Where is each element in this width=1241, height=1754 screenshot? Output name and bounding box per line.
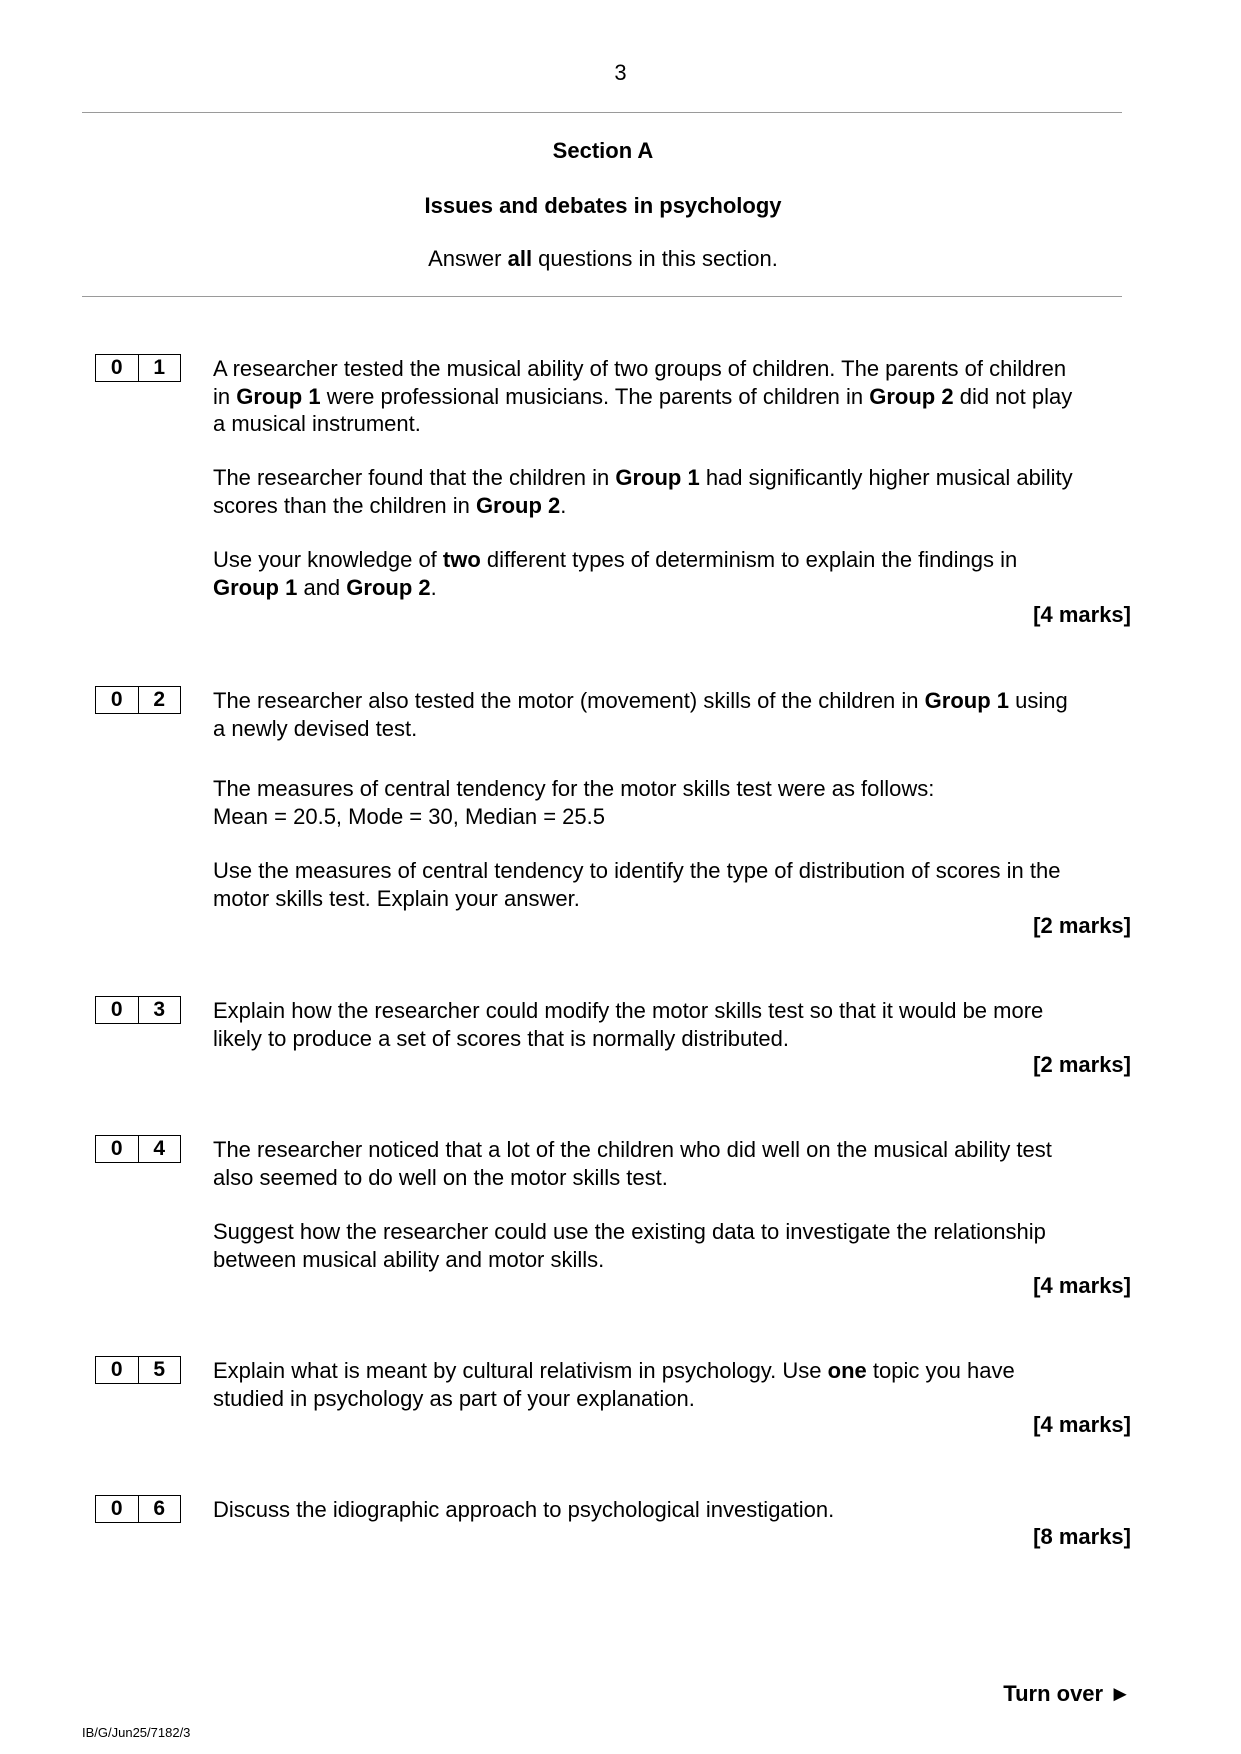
q05-paragraph-1 bbox=[213, 1357, 1133, 1412]
instruction-emphasis: all bbox=[507, 246, 533, 271]
q01-paragraph-1 bbox=[213, 355, 1133, 438]
question-digit: 0 bbox=[96, 1496, 139, 1522]
group-label: Group 2 bbox=[346, 574, 431, 600]
q04-paragraph-2 bbox=[213, 1218, 1133, 1273]
text: Use the measures of central tendency to identify the type of distribution of scores in the bbox=[213, 858, 1061, 883]
q05-marks: [4 marks] bbox=[1033, 1412, 1131, 1437]
central-tendency-values: Mean = 20.5, Mode = 30, Median = 25.5 bbox=[213, 803, 605, 829]
header-bottom-rule bbox=[82, 296, 1122, 297]
emphasis: one bbox=[827, 1358, 867, 1383]
group-label: Group 1 bbox=[924, 688, 1009, 713]
text: in bbox=[213, 383, 237, 409]
question-number-06 bbox=[95, 1495, 181, 1523]
question-digit: 0 bbox=[96, 1357, 139, 1383]
group-label: Group 1 bbox=[236, 383, 321, 409]
text: The researcher also tested the motor (movement) skills of the children in bbox=[213, 688, 925, 713]
group-label: Group 2 bbox=[869, 383, 954, 409]
text: Use your knowledge of bbox=[213, 547, 443, 572]
q01-paragraph-2 bbox=[213, 464, 1133, 519]
group-label: Group 2 bbox=[475, 492, 561, 518]
emphasis: two bbox=[442, 547, 481, 572]
q04-paragraph-1 bbox=[213, 1136, 1133, 1191]
group-label: Group 1 bbox=[615, 465, 700, 490]
page-number: 3 bbox=[614, 60, 627, 85]
question-number-03 bbox=[95, 996, 181, 1024]
question-digit: 6 bbox=[153, 1497, 166, 1520]
question-number-05 bbox=[95, 1356, 181, 1384]
q02-paragraph-3 bbox=[213, 857, 1133, 912]
text: had significantly higher musical ability bbox=[699, 465, 1073, 490]
text: a newly devised test. bbox=[213, 715, 418, 741]
question-number-01 bbox=[95, 354, 181, 382]
text: Explain what is meant by cultural relativism in psychology. Use bbox=[213, 1358, 828, 1383]
paper-code: IB/G/Jun25/7182/3 bbox=[82, 1725, 191, 1740]
text: a musical instrument. bbox=[213, 411, 421, 436]
text: Explain how the researcher could modify the motor skills test so that it would be more bbox=[213, 998, 1044, 1023]
text: A researcher tested the musical ability of two groups of children. The parents of children bbox=[213, 356, 1067, 381]
text: topic you have bbox=[866, 1358, 1015, 1383]
text: The researcher noticed that a lot of the children who did well on the musical ability test bbox=[213, 1137, 1052, 1162]
group-label: Group 1 bbox=[213, 574, 298, 600]
header-top-rule bbox=[82, 112, 1122, 113]
q01-paragraph-3 bbox=[213, 546, 1133, 601]
text: . bbox=[560, 492, 567, 518]
q03-marks: [2 marks] bbox=[1033, 1052, 1131, 1077]
text: were professional musicians. The parents of children in bbox=[320, 383, 870, 409]
question-digit: 3 bbox=[153, 998, 166, 1021]
instruction-text: Answer bbox=[428, 246, 508, 271]
text: The measures of central tendency for the motor skills test were as follows: bbox=[213, 776, 935, 801]
text: different types of determinism to explain the findings in bbox=[480, 547, 1018, 572]
text: also seemed to do well on the motor skills test. bbox=[213, 1164, 668, 1190]
text: scores than the children in bbox=[213, 492, 476, 518]
text: The researcher found that the children in bbox=[213, 465, 616, 490]
q02-paragraph-2 bbox=[213, 775, 1133, 830]
turn-over-label: Turn over ► bbox=[1003, 1681, 1131, 1706]
section-instruction bbox=[0, 246, 1206, 272]
text: likely to produce a set of scores that is normally distributed. bbox=[213, 1025, 789, 1051]
text: studied in psychology as part of your explanation. bbox=[213, 1385, 695, 1411]
instruction-text: questions in this section. bbox=[532, 246, 778, 271]
question-digit: 4 bbox=[153, 1137, 166, 1160]
text: using bbox=[1008, 688, 1068, 713]
question-digit: 1 bbox=[153, 356, 166, 379]
question-digit: 0 bbox=[96, 997, 139, 1023]
question-digit: 0 bbox=[96, 1136, 139, 1162]
text: did not play bbox=[953, 383, 1073, 409]
text: motor skills test. Explain your answer. bbox=[213, 885, 580, 911]
question-digit: 0 bbox=[96, 687, 139, 713]
question-number-02 bbox=[95, 686, 181, 714]
text: between musical ability and motor skills. bbox=[213, 1246, 605, 1272]
text: . bbox=[430, 574, 437, 600]
question-digit: 2 bbox=[153, 688, 166, 711]
q02-paragraph-1 bbox=[213, 687, 1133, 742]
q06-paragraph-1 bbox=[213, 1496, 1133, 1524]
section-title: Section A bbox=[552, 138, 654, 163]
q03-paragraph-1 bbox=[213, 997, 1133, 1052]
question-digit: 0 bbox=[96, 355, 139, 381]
text: Suggest how the researcher could use the existing data to investigate the relationship bbox=[213, 1219, 1046, 1244]
text: and bbox=[297, 574, 347, 600]
section-subtitle: Issues and debates in psychology bbox=[424, 193, 782, 218]
q04-marks: [4 marks] bbox=[1033, 1273, 1131, 1298]
question-digit: 5 bbox=[153, 1358, 166, 1381]
q02-marks: [2 marks] bbox=[1033, 913, 1131, 938]
q06-marks: [8 marks] bbox=[1033, 1524, 1131, 1549]
question-number-04 bbox=[95, 1135, 181, 1163]
text: Discuss the idiographic approach to psychological investigation. bbox=[213, 1497, 835, 1522]
q01-marks: [4 marks] bbox=[1033, 602, 1131, 627]
